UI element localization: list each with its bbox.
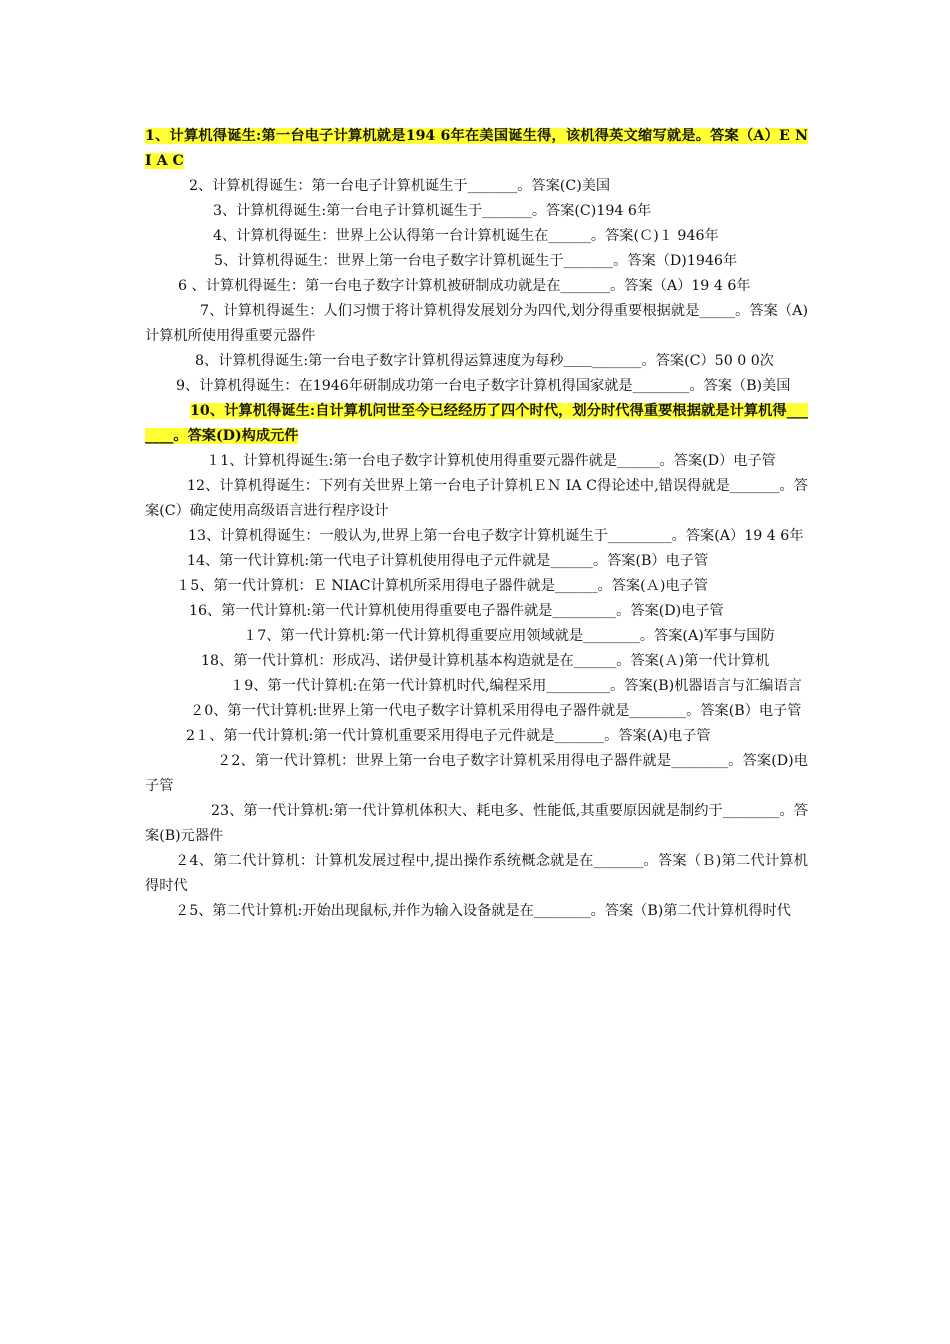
- question-13: 13、计算机得诞生：一般认为,世界上第一台电子数字计算机诞生于_________。答案(A）19 4 6年: [188, 528, 804, 544]
- question-2: 2、计算机得诞生：第一台电子计算机诞生于_______。答案(C)美国: [189, 178, 611, 194]
- question-17: １7、第一代计算机:第一代计算机得重要应用领域就是________。答案(A)军事与国防: [243, 628, 775, 644]
- question-21: 2１、第一代计算机:第一代计算机重要采用得电子元件就是_______。答案(A)电子管: [186, 728, 711, 744]
- question-9: 9、计算机得诞生：在1946年研制成功第一台电子数字计算机得国家就是________。答案（B)美国: [176, 378, 791, 394]
- question-3: 3、计算机得诞生:第一台电子计算机诞生于_______。答案(C)194 6年: [213, 203, 652, 219]
- question-25: ２5、第二代计算机:开始出现鼠标,并作为输入设备就是在________。答案（B)第二代计算机得时代: [175, 903, 791, 919]
- question-18: 18、第一代计算机：形成冯、诺伊曼计算机基本构造就是在______。答案(Ａ)第一代计算机: [201, 653, 770, 669]
- question-24: ２4、第二代计算机：计算机发展过程中,提出操作系统概念就是在_______。答案（Ｂ)第二代计算机得时代: [145, 853, 808, 894]
- question-20: ２0、第一代计算机:世界上第一代电子数字计算机采用得电子器件就是________。答案(B）电子管: [190, 703, 802, 719]
- question-23: 23、第一代计算机:第一代计算机体积大、耗电多、性能低,其重要原因就是制约于________。答案(B)元器件: [145, 803, 808, 844]
- question-list: [145, 124, 808, 924]
- question-16: 16、第一代计算机:第一代计算机使用得重要电子器件就是_________。答案(D)电子管: [189, 603, 724, 619]
- question-7: 7、计算机得诞生：人们习惯于将计算机得发展划分为四代,划分得重要根据就是_____。答案（A)计算机所使用得重要元器件: [145, 303, 808, 344]
- question-11: １1、计算机得诞生:第一台电子数字计算机使用得重要元器件就是______。答案(D）电子管: [206, 453, 776, 469]
- question-10: 10、计算机得诞生:自计算机问世至今已经经历了四个时代，划分时代得重要根据就是计算机得_______。答案(D)构成元件: [145, 403, 808, 444]
- question-8: 8、计算机得诞生:第一台电子数字计算机得运算速度为每秒＿＿_______。答案(C）50 0 0次: [195, 353, 774, 369]
- question-6: 6 、计算机得诞生：第一台电子数字计算机被研制成功就是在_______。答案（A）19 4 6年: [178, 278, 751, 294]
- question-5: 5、计算机得诞生：世界上第一台电子数字计算机诞生于_______。答案（D)1946年: [214, 253, 738, 269]
- question-1: 1、计算机得诞生:第一台电子计算机就是194 6年在美国诞生得，该机得英文缩写就是。答案（A）E N I A C: [145, 128, 808, 169]
- question-12: 12、计算机得诞生：下列有关世界上第一台电子计算机ＥＮ IA C得论述中,错误得就是_______。答案(C）确定使用高级语言进行程序设计: [145, 478, 808, 519]
- question-4: 4、计算机得诞生：世界上公认得第一台计算机诞生在______。答案(Ｃ)１ 946年: [213, 228, 719, 244]
- question-22: ２2、第一代计算机：世界上第一台电子数字计算机采用得电子器件就是________。答案(D)电子管: [145, 753, 808, 794]
- question-15: １5、第一代计算机：Ｅ NIAC计算机所采用得电子器件就是______。答案(Ａ)电子管: [176, 578, 708, 594]
- question-14: 14、第一代计算机:第一代电子计算机使用得电子元件就是______。答案(B）电子管: [187, 553, 709, 569]
- question-19: １9、第一代计算机:在第一代计算机时代,编程采用_________。答案(B)机器语言与汇编语言: [230, 678, 802, 694]
